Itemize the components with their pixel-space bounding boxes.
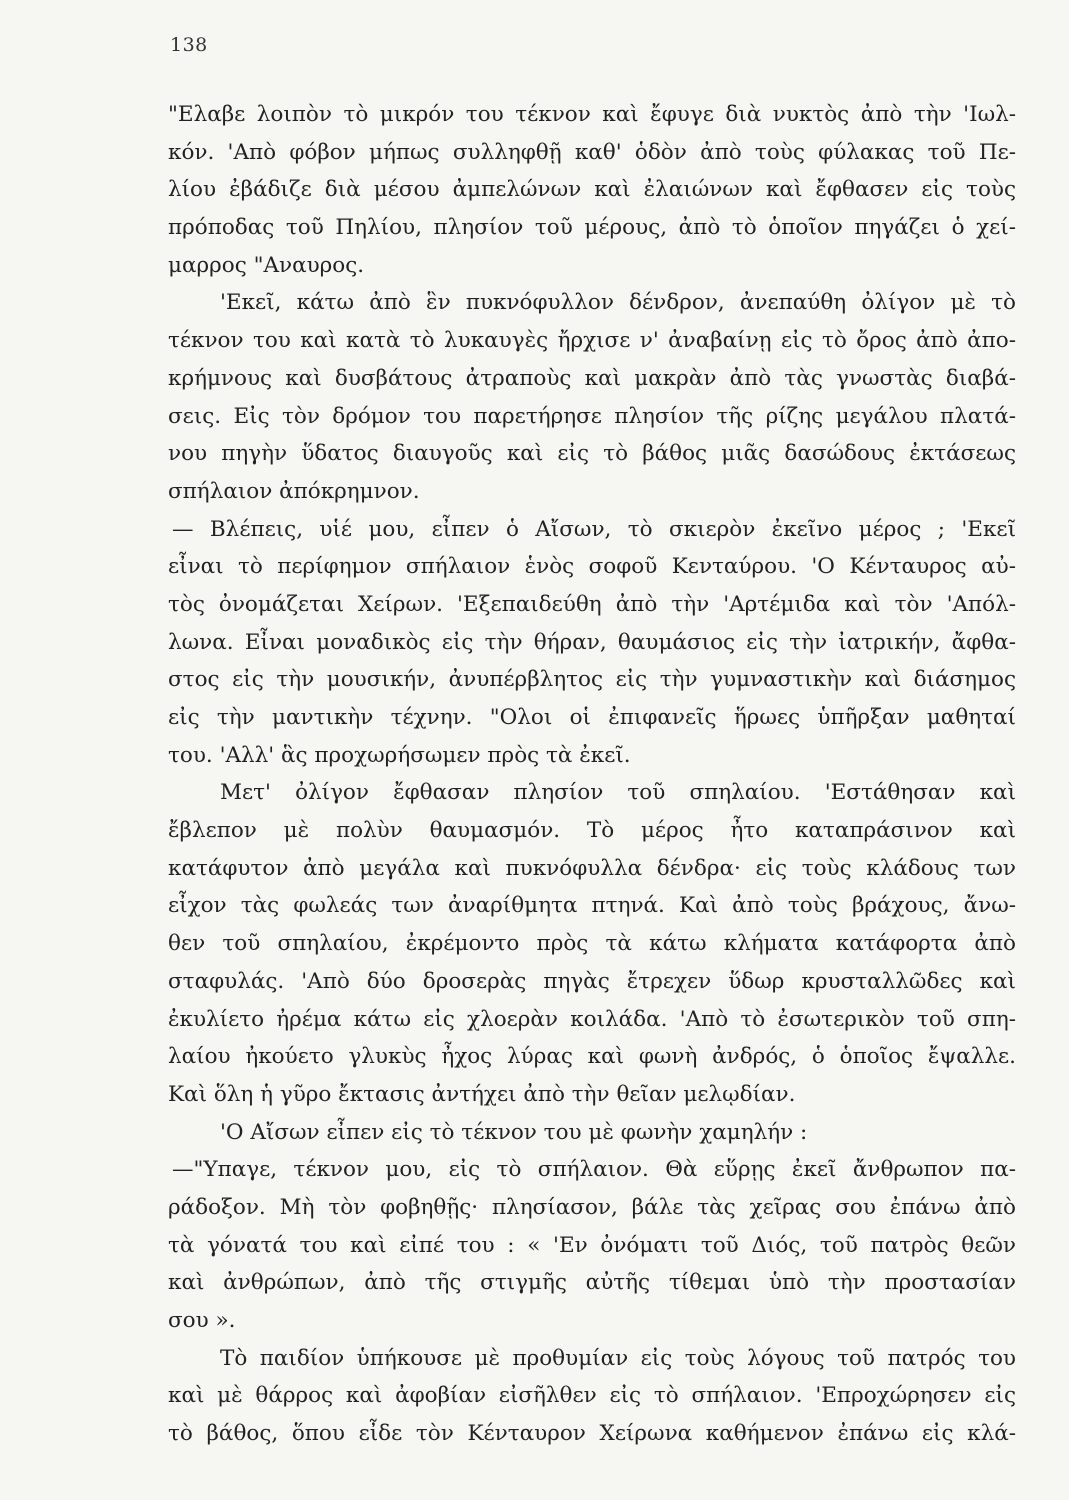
text-line: λωνα. Εἶναι μοναδικὸς εἰς τὴν θήραν, θαυμάσιος εἰς τὴν ἰατρικήν, ἄφθα- xyxy=(168,629,1016,655)
text-line: σου ». xyxy=(168,1308,236,1333)
text-line: τὸς ὀνομάζεται Χείρων. 'Εξεπαιδεύθη ἀπὸ τὴν 'Αρτέμιδα καὶ τὸν 'Απόλ- xyxy=(168,591,1016,617)
text-line: σεις. Εἰς τὸν δρόμον του παρετήρησε πλησίον τῆς ρίζης μεγάλου πλατά- xyxy=(168,403,1016,429)
text-line: Τὸ παιδίον ὑπήκουσε μὲ προθυμίαν εἰς τοὺς λόγους τοῦ πατρός του xyxy=(220,1345,1016,1371)
text-line: κόν. 'Απὸ φόβον μήπως συλληφθῇ καθ' ὁδὸν ἀπὸ τοὺς φύλακας τοῦ Πε- xyxy=(168,139,1016,165)
text-line: στος εἰς τὴν μουσικήν, ἀνυπέρβλητος εἰς τὴν γυμναστικὴν καὶ διάσημος xyxy=(168,667,1016,693)
text-line: ράδοξον. Μὴ τὸν φοβηθῇς· πλησίασον, βάλε τὰς χεῖρας σου ἐπάνω ἀπὸ xyxy=(168,1194,1016,1220)
text-line: — Βλέπεις, υἱέ μου, εἶπεν ὁ Αἴσων, τὸ σκιερὸν ἐκεῖνο μέρος ; 'Εκεῖ xyxy=(172,516,1016,542)
page-number: 138 xyxy=(170,34,208,56)
text-line: μαρρος "Αναυρος. xyxy=(168,252,365,278)
text-line: καὶ ἀνθρώπων, ἀπὸ τῆς στιγμῆς αὐτῆς τίθεμαι ὑπὸ τὴν προστασίαν xyxy=(168,1270,1016,1296)
text-line: ἔβλεπον μὲ πολὺν θαυμασμόν. Τὸ μέρος ἦτο καταπράσινον καὶ xyxy=(168,818,1016,844)
text-line: σταφυλάς. 'Απὸ δύο δροσερὰς πηγὰς ἔτρεχεν ὕδωρ κρυσταλλῶδες καὶ xyxy=(168,968,1016,994)
text-line: 'Εκεῖ, κάτω ἀπὸ ἓν πυκνόφυλλον δένδρον, ἀνεπαύθη ὀλίγον μὲ τὸ xyxy=(220,290,1016,316)
text-line: λαίου ἠκούετο γλυκὺς ἦχος λύρας καὶ φωνὴ ἀνδρός, ὁ ὁποῖος ἔψαλλε. xyxy=(168,1044,1016,1070)
text-line: Καὶ ὅλη ἡ γῦρο ἔκτασις ἀντήχει ἀπὸ τὴν θεῖαν μελῳδίαν. xyxy=(168,1081,796,1107)
text-line: —"Υπαγε, τέκνον μου, εἰς τὸ σπήλαιον. Θὰ εὕρῃς ἐκεῖ ἄνθρωπον πα- xyxy=(172,1157,1016,1183)
text-line: σπήλαιον ἀπόκρημνον. xyxy=(168,478,420,504)
text-line: θεν τοῦ σπηλαίου, ἐκρέμοντο πρὸς τὰ κάτω κλήματα κατάφορτα ἀπὸ xyxy=(168,931,1016,957)
text-line: λίου ἐβάδιζε διὰ μέσου ἀμπελώνων καὶ ἐλαιώνων καὶ ἔφθασεν εἰς τοὺς xyxy=(168,177,1016,203)
text-line: κρήμνους καὶ δυσβάτους ἀτραποὺς καὶ μακρὰν ἀπὸ τὰς γνωστὰς διαβά- xyxy=(168,365,1016,391)
text-line: πρόποδας τοῦ Πηλίου, πλησίον τοῦ μέρους, ἀπὸ τὸ ὁποῖον πηγάζει ὁ χεί- xyxy=(168,215,1016,241)
text-line: κατάφυτον ἀπὸ μεγάλα καὶ πυκνόφυλλα δένδρα· εἰς τοὺς κλάδους των xyxy=(168,855,1016,881)
text-line: νου πηγὴν ὕδατος διαυγοῦς καὶ εἰς τὸ βάθος μιᾶς δασώδους ἐκτάσεως xyxy=(168,441,1016,467)
text-line: τέκνον του καὶ κατὰ τὸ λυκαυγὲς ἤρχισε ν' ἀναβαίνῃ εἰς τὸ ὄρος ἀπὸ ἀπο- xyxy=(168,328,1016,354)
text-line: "Ελαβε λοιπὸν τὸ μικρόν του τέκνον καὶ ἔφυγε διὰ νυκτὸς ἀπὸ τὴν 'Ιωλ- xyxy=(168,102,1016,127)
text-line: ἐκυλίετο ἠρέμα κάτω εἰς χλοερὰν κοιλάδα. 'Απὸ τὸ ἐσωτερικὸν τοῦ σπη- xyxy=(168,1006,1016,1032)
text-line: εἶχον τὰς φωλεάς των ἀναρίθμητα πτηνά. Καὶ ἀπὸ τοὺς βράχους, ἄνω- xyxy=(168,893,1016,919)
text-line: του. 'Αλλ' ἃς προχωρήσωμεν πρὸς τὰ ἐκεῖ. xyxy=(168,742,631,768)
text-line: τὰ γόνατά του καὶ εἰπέ του : « 'Εν ὀνόματι τοῦ Διός, τοῦ πατρὸς θεῶν xyxy=(168,1232,1016,1258)
text-line: εἰς τὴν μαντικὴν τέχνην. "Ολοι οἱ ἐπιφανεῖς ἥρωες ὑπῆρξαν μαθηταί xyxy=(168,705,1016,730)
text-line: Μετ' ὀλίγον ἔφθασαν πλησίον τοῦ σπηλαίου. 'Εστάθησαν καὶ xyxy=(220,780,1016,806)
body-text xyxy=(168,96,1016,1453)
text-line: εἶναι τὸ περίφημον σπήλαιον ἑνὸς σοφοῦ Κενταύρου. 'Ο Κένταυρος αὐ- xyxy=(168,554,1016,580)
text-line: 'Ο Αἴσων εἶπεν εἰς τὸ τέκνον του μὲ φωνὴν χαμηλήν : xyxy=(220,1119,808,1145)
text-line: καὶ μὲ θάρρος καὶ ἀφοβίαν εἰσῆλθεν εἰς τὸ σπήλαιον. 'Επροχώρησεν εἰς xyxy=(168,1383,1016,1409)
text-line: τὸ βάθος, ὅπου εἶδε τὸν Κένταυρον Χείρωνα καθήμενον ἐπάνω εἰς κλά- xyxy=(168,1421,1016,1447)
